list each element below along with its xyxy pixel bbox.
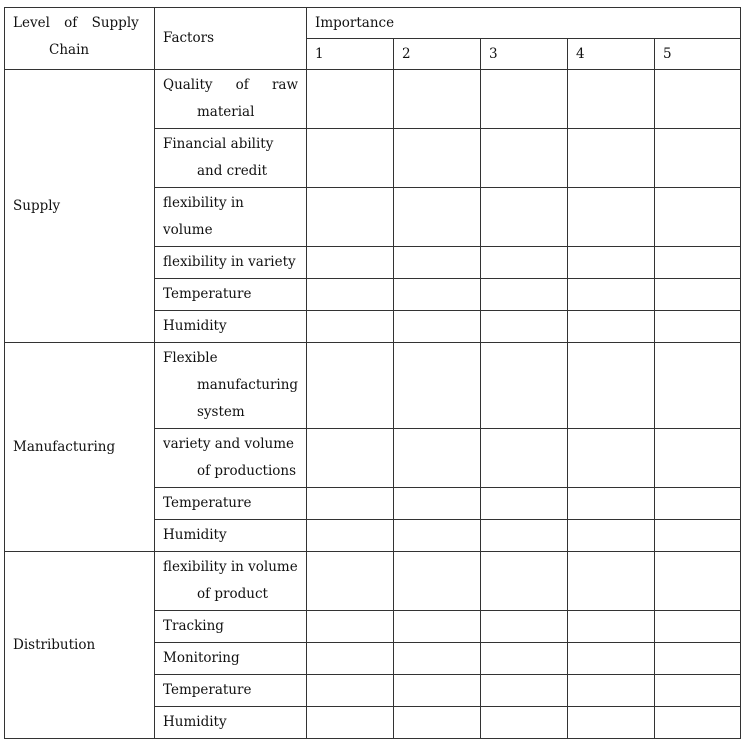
score-cell[interactable] [655, 247, 741, 279]
score-cell[interactable] [307, 707, 394, 739]
score-cell[interactable] [307, 247, 394, 279]
score-cell[interactable] [394, 520, 481, 552]
score-cell[interactable] [394, 707, 481, 739]
score-cell[interactable] [307, 129, 394, 188]
factor-cell: Flexible manufacturing system [155, 343, 307, 429]
score-cell[interactable] [481, 429, 568, 488]
level-header [5, 8, 155, 70]
level-cell-distribution: Distribution [5, 552, 155, 739]
scale-header-3: 3 [481, 39, 568, 70]
score-cell[interactable] [568, 247, 655, 279]
score-cell[interactable] [655, 707, 741, 739]
score-cell[interactable] [307, 429, 394, 488]
score-cell[interactable] [481, 707, 568, 739]
score-cell[interactable] [394, 552, 481, 611]
score-cell[interactable] [568, 552, 655, 611]
level-cell-supply: Supply [5, 70, 155, 343]
score-cell[interactable] [481, 247, 568, 279]
score-cell[interactable] [481, 488, 568, 520]
score-cell[interactable] [307, 70, 394, 129]
factors-header: Factors [155, 8, 307, 70]
score-cell[interactable] [655, 343, 741, 429]
score-cell[interactable] [481, 611, 568, 643]
factor-cell: Temperature [155, 488, 307, 520]
score-cell[interactable] [655, 129, 741, 188]
score-cell[interactable] [568, 279, 655, 311]
score-cell[interactable] [394, 247, 481, 279]
score-cell[interactable] [655, 279, 741, 311]
score-cell[interactable] [481, 520, 568, 552]
score-cell[interactable] [307, 643, 394, 675]
score-cell[interactable] [655, 70, 741, 129]
score-cell[interactable] [481, 70, 568, 129]
score-cell[interactable] [655, 552, 741, 611]
table-row [5, 70, 741, 129]
score-cell[interactable] [568, 343, 655, 429]
score-cell[interactable] [481, 552, 568, 611]
score-cell[interactable] [307, 279, 394, 311]
factor-cell: Financial ability and credit [155, 129, 307, 188]
score-cell[interactable] [655, 643, 741, 675]
score-cell[interactable] [568, 429, 655, 488]
header-row-1 [5, 8, 741, 39]
score-cell[interactable] [655, 488, 741, 520]
score-cell[interactable] [568, 611, 655, 643]
score-cell[interactable] [655, 188, 741, 247]
score-cell[interactable] [481, 343, 568, 429]
score-cell[interactable] [394, 188, 481, 247]
score-cell[interactable] [394, 343, 481, 429]
level-cell-manufacturing: Manufacturing [5, 343, 155, 552]
score-cell[interactable] [307, 488, 394, 520]
score-cell[interactable] [568, 311, 655, 343]
score-cell[interactable] [481, 279, 568, 311]
table-row [5, 343, 741, 429]
score-cell[interactable] [568, 520, 655, 552]
score-cell[interactable] [307, 611, 394, 643]
factor-cell: Monitoring [155, 643, 307, 675]
score-cell[interactable] [394, 429, 481, 488]
score-cell[interactable] [568, 70, 655, 129]
score-cell[interactable] [307, 675, 394, 707]
score-cell[interactable] [394, 311, 481, 343]
score-cell[interactable] [568, 707, 655, 739]
scale-header-5: 5 [655, 39, 741, 70]
score-cell[interactable] [568, 675, 655, 707]
importance-survey-table [4, 7, 741, 739]
score-cell[interactable] [481, 643, 568, 675]
score-cell[interactable] [394, 279, 481, 311]
scale-header-4: 4 [568, 39, 655, 70]
importance-header: Importance [307, 8, 741, 39]
factor-cell: variety and volume of productions [155, 429, 307, 488]
score-cell[interactable] [568, 643, 655, 675]
score-cell[interactable] [394, 70, 481, 129]
score-cell[interactable] [394, 129, 481, 188]
scale-header-2: 2 [394, 39, 481, 70]
score-cell[interactable] [655, 611, 741, 643]
score-cell[interactable] [394, 488, 481, 520]
score-cell[interactable] [481, 188, 568, 247]
factor-cell: Humidity [155, 311, 307, 343]
score-cell[interactable] [655, 429, 741, 488]
score-cell[interactable] [481, 675, 568, 707]
score-cell[interactable] [655, 311, 741, 343]
factor-cell: Temperature [155, 675, 307, 707]
score-cell[interactable] [307, 188, 394, 247]
score-cell[interactable] [394, 611, 481, 643]
factor-cell: Humidity [155, 707, 307, 739]
score-cell[interactable] [394, 675, 481, 707]
factor-cell: flexibility in variety [155, 247, 307, 279]
score-cell[interactable] [481, 311, 568, 343]
score-cell[interactable] [655, 520, 741, 552]
score-cell[interactable] [307, 520, 394, 552]
factor-cell: flexibility in volume [155, 188, 307, 247]
table-row [5, 552, 741, 611]
score-cell[interactable] [481, 129, 568, 188]
factor-cell: flexibility in volume of product [155, 552, 307, 611]
factor-cell: Tracking [155, 611, 307, 643]
score-cell[interactable] [655, 675, 741, 707]
score-cell[interactable] [568, 488, 655, 520]
factor-cell: Humidity [155, 520, 307, 552]
score-cell[interactable] [307, 552, 394, 611]
score-cell[interactable] [394, 643, 481, 675]
factor-cell: Temperature [155, 279, 307, 311]
score-cell[interactable] [307, 311, 394, 343]
level-header-line2: Chain [49, 42, 90, 58]
level-header-line1: Level of Supply [13, 15, 139, 31]
scale-header-1: 1 [307, 39, 394, 70]
score-cell[interactable] [307, 343, 394, 429]
factor-cell: Quality of raw material [155, 70, 307, 129]
score-cell[interactable] [568, 129, 655, 188]
score-cell[interactable] [568, 188, 655, 247]
